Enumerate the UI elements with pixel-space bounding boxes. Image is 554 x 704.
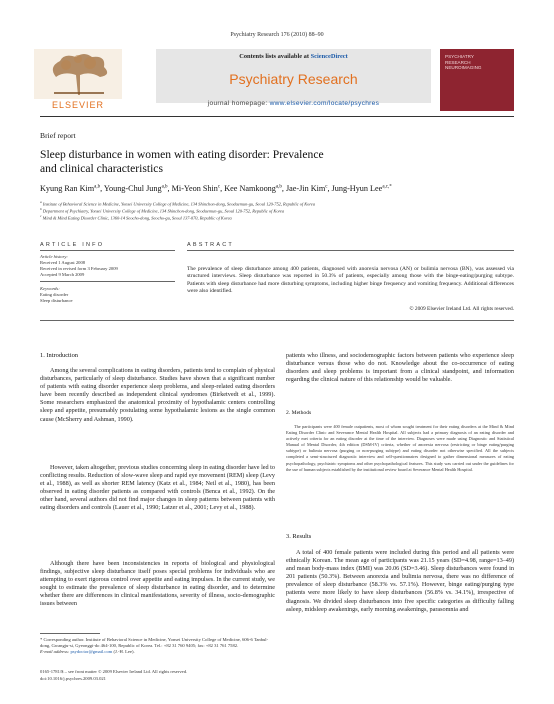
keyword[interactable]: Sleep disturbance <box>40 298 73 303</box>
homepage-prefix: journal homepage: <box>207 100 270 107</box>
footnote-rule <box>40 633 100 634</box>
history-label: Article history: <box>40 254 68 259</box>
results-text: A total of 400 female patients were included during this period and all patients were ethnically Korean. The mean age of participants was 21.15 years (SD=4.98, range=13–49) and mean body-mass index (BMI) was 20.06 (SD=3.46). Sleep disturbances were found in 201 patients (50.3%). Between anorexia and bulimia nervosa, there was no difference of prevalence of sleep disturbance (58.3% vs. 57.1%). However, binge eating/purging type patients were more likely to have sleep disturbances (56.8% vs. 34.1%), irrespective of diagnosis. We divided sleep disturbances into five specific categories as difficulty falling asleep, midsleep awakenings, early morning awakenings, parasomnia and <box>286 549 514 613</box>
section-heading-introduction: 1. Introduction <box>40 352 78 359</box>
corresponding-author-footnote <box>40 637 275 656</box>
article-history <box>40 254 175 278</box>
journal-homepage <box>156 100 431 107</box>
contents-prefix: Contents lists available at <box>239 53 309 60</box>
author[interactable]: Kee Namkoong$^{a,b}$, <box>224 184 286 193</box>
abstract-copyright: © 2009 Elsevier Ireland Ltd. All rights reserved. <box>409 306 514 312</box>
author[interactable]: Mi-Yeon Shin$^c$, <box>171 184 225 193</box>
journal-title: Psychiatry Research <box>229 71 358 87</box>
corresponding-text: * Corresponding author. Institute of Behavioral Science in Medicine, Yonsei University College of Medicine, 606-6 Tanbul-dong, Gwangju-si, Gyeonggi-do 464-100, Republic of Korea. Tel.: +82 31 760 9405; fax: +82 31 761 7582. <box>40 637 269 649</box>
article-info-heading: ARTICLE INFO <box>40 242 105 248</box>
publisher-wordmark: ELSEVIER <box>51 100 105 110</box>
section-heading-results: 3. Results <box>286 533 312 540</box>
accepted-date: Accepted 9 March 2009 <box>40 272 85 277</box>
author[interactable]: Jung-Hyun Lee$^{a,c,*}$ <box>331 184 392 193</box>
doi-link[interactable]: doi:10.1016/j.psychres.2009.03.021 <box>40 676 106 681</box>
paragraph: However, taken altogether, previous studies concerning sleep in eating disorder have led to conflicting results. Reduction of slow-wave sleep and rapid eye movement (REM) sleep (Levy et al., 1988), as well as shorter REM latency (Katz et al., 1984; Neil et al., 1980), has been observed in eating disorder patients as compared with controls (Benca et al., 1992). On the other hand, several authors did not find major changes in sleep patterns between patients with eating disorders and controls (Lauer et al., 1990; Latzer et al., 2001; Levy et al., 1988). <box>40 464 275 512</box>
homepage-link[interactable]: www.elsevier.com/locate/psychres <box>269 100 380 107</box>
affiliation: $^c$ Mind & Mind Eating Disorder Clinic, 1360-14 Seocho-dong, Seocho-gu, Seoul 137-070, Republic of Korea <box>40 214 232 221</box>
masthead-rule <box>40 116 514 117</box>
journal-reference: Psychiatry Research 176 (2010) 88–90 <box>230 32 324 38</box>
paragraph: Although there have been inconsistencies in reports of biological and physiological findings, subjective sleep disturbance itself poses special problems for individuals who are attempting to exert rigorous control over appetite and eating impulses. In the current study, we sought to estimate the prevalence of sleep disturbance in eating disorder, and to determine whether there are differences in clinical manifestations, severity of illness, socio-demographic issues between <box>40 560 275 608</box>
author[interactable]: Young-Chul Jung$^{a,b}$, <box>103 184 172 193</box>
divider <box>40 250 175 251</box>
title-line: and clinical characteristics <box>40 162 163 175</box>
divider <box>40 320 514 321</box>
author[interactable]: Kyung Ran Kim$^{a,b}$, <box>40 184 104 193</box>
issn-line: 0165-1781/$ – see front matter © 2009 Elsevier Ireland Ltd. All rights reserved. <box>40 669 188 674</box>
sciencedirect-link[interactable]: ScienceDirect <box>310 53 348 60</box>
email-line: E-mail address: psydoctor@gmail.com (J.-H. Lee). <box>40 649 135 655</box>
abstract-text: The prevalence of sleep disturbance among 400 patients, diagnosed with anorexia nervosa (AN) or bulimia nervosa (BN), was assessed via structured interviews. Sleep disturbance was reported in 50.3% of patients, especially among those with the binge-eating/purging subtype. Patients with sleep disturbance had more disturbing symptoms, including higher binge frequency and vomiting frequency. Additional differences were also identified. <box>187 266 514 295</box>
cover-line: NEUROIMAGING <box>445 65 482 70</box>
methods-text: The participants were 400 female outpatients, most of whom sought treatment for their eating disorders at the Mind & Mind Eating Disorder Clinic and Severance Mental Health Hospital. All subjects had a primary diagnosis of an eating disorder and actively met criteria for an eating disorder at the time of the interview. Diagnoses were made using Diagnostic and Statistical Manual of Mental Disorder, 4th edition (DSM-IV) criteria, whether of anorexia nervosa (restricting or binge eating/purging subtype) or bulimia nervosa (purging or non-purging subtype) and eating disorder not otherwise specified. All the subjects completed a semi-structured diagnostic interview and self-questionnaires designed to gather dimensional measures of eating psychopathology, psychiatric symptoms and other psychopathological features. This study was carried out under the guidelines for the use of human subjects established by the institutional review board at Severance Mental Health Hospital. <box>286 424 514 472</box>
title-line: Sleep disturbance in women with eating disorder: Prevalence <box>40 148 324 161</box>
abstract-heading: ABSTRACT <box>187 242 234 248</box>
cover-line: PSYCHIATRY <box>445 54 474 59</box>
keywords-block <box>40 286 175 304</box>
keyword[interactable]: Eating disorder <box>40 292 69 297</box>
author-list <box>40 184 520 193</box>
author[interactable]: Jae-Jin Kim$^c$, <box>285 184 332 193</box>
contents-line <box>156 53 431 60</box>
paragraph: Among the several complications in eating disorders, patients tend to complain of physical disturbances, particularly of sleep disturbance. Studies have shown that a significant number of patients with eating disorder experience sleep problems, and sleep-related eating disorders have been recently described as independent clinical syndromes (Birketvedt et al., 1999). Some researchers emphasized the anatomical proximity of hypothalamic centers controlling sleep and appetite, presumably postulating some hypothalamic lesions as the single common cause (McSherry and Ashman, 1990). <box>40 367 275 423</box>
email-link[interactable]: psydoctor@gmail.com <box>70 649 113 655</box>
divider <box>40 281 175 282</box>
received-date: Received 1 August 2008 <box>40 260 86 265</box>
article-type: Brief report <box>40 131 76 140</box>
keywords-label: Keywords: <box>40 286 60 291</box>
affiliation: $^a$ Institute of Behavioral Science in Medicine, Yonsei University College of Medicine, 134 Shinchon-dong, Seodaemun-gu, Seoul 120-752, Republic of Korea <box>40 200 316 207</box>
paragraph: patients who illness, and sociodemographic factors between patients who experience sleep disturbance versus those who do not. Knowledge about the co-occurrence of eating disorders and sleep problems is important from a clinical standpoint, and information regarding the clinical nature of this relationship would be valuable. <box>286 352 514 384</box>
running-head <box>0 32 554 38</box>
elsevier-tree-icon <box>34 49 122 99</box>
cover-title <box>445 54 509 71</box>
divider <box>187 250 514 251</box>
article-title <box>40 148 460 176</box>
section-heading-methods: 2. Methods <box>286 410 312 416</box>
cover-line: RESEARCH <box>445 59 471 65</box>
affiliation: $^b$ Department of Psychiatry, Yonsei University College of Medicine, 134 Shinchon-dong, Seodaemun-gu, Seoul 120-752, Republic of Korea <box>40 207 285 214</box>
revised-date: Received in revised form 3 February 2009 <box>40 266 118 271</box>
